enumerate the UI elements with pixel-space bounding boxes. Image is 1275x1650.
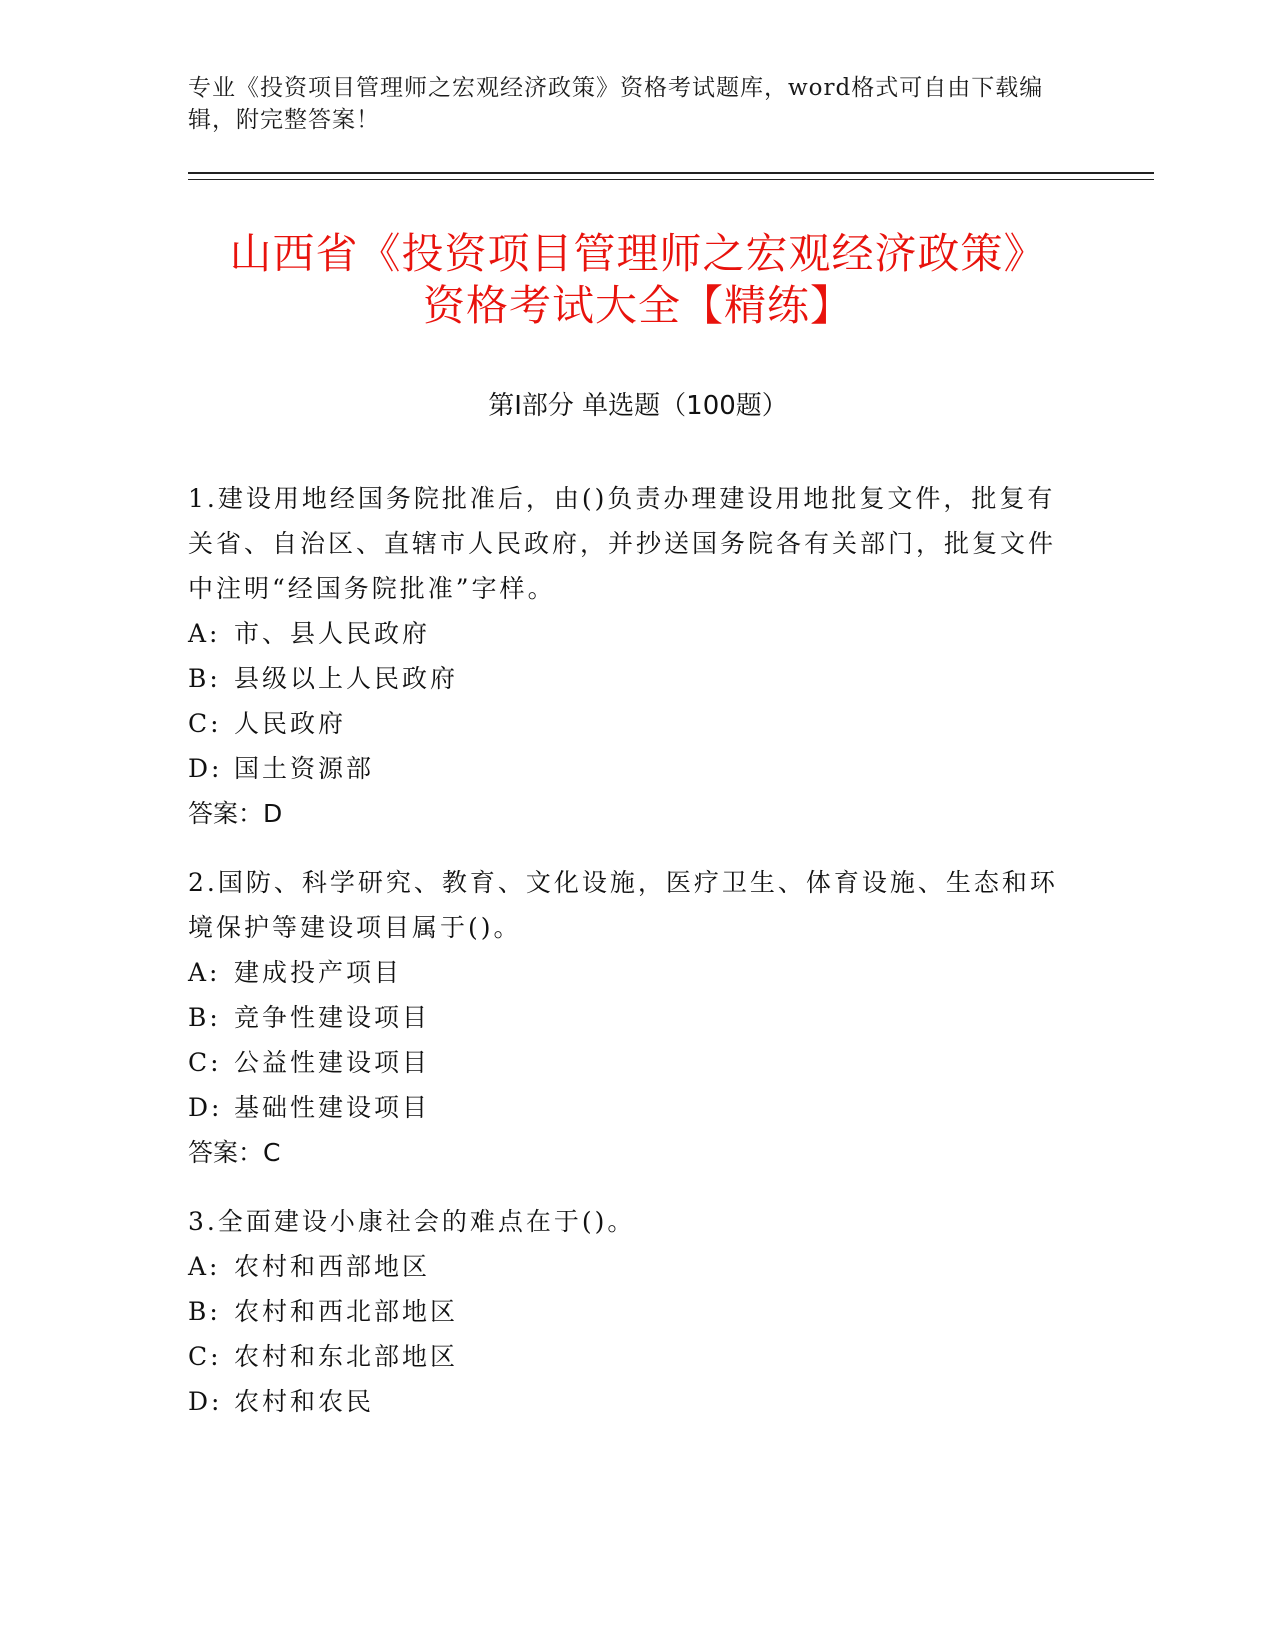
option-text: 市、县人民政府 [234,619,431,648]
option-key: C: [188,1342,222,1371]
option-text: 农村和西北部地区 [234,1297,459,1326]
answer-label: 答案：C [188,1138,281,1167]
question-stem: 1.建设用地经国务院批准后，由()负责办理建设用地批复文件，批复有关省、自治区、直辖市人民政府，并抄送国务院各有关部门，批复文件中注明“经国务院批准”字样。 [188,484,1057,603]
option-text: 国土资源部 [234,754,375,783]
option-key: D: [188,1387,223,1416]
option-d [188,1379,1068,1424]
header-note: 专业《投资项目管理师之宏观经济政策》资格考试题库，word格式可自由下载编辑，附完整答案！ [188,75,1044,133]
document-title [188,228,1088,332]
option-text: 公益性建设项目 [234,1048,431,1077]
option-key: D: [188,754,223,783]
option-a [188,950,1068,995]
option-c [188,701,1068,746]
option-a [188,611,1068,656]
option-key: C: [188,1048,222,1077]
option-key: A: [188,958,221,987]
option-a [188,1244,1068,1289]
option-key: B: [188,1297,221,1326]
option-c [188,1334,1068,1379]
option-text: 农村和东北部地区 [234,1342,459,1371]
option-text: 基础性建设项目 [234,1093,431,1122]
option-c [188,1040,1068,1085]
option-key: D: [188,1093,223,1122]
option-text: 县级以上人民政府 [234,664,459,693]
question-list [188,476,1068,1448]
option-key: A: [188,1252,221,1281]
option-key: A: [188,619,221,648]
document-title-line-1: 山西省《投资项目管理师之宏观经济政策》 [229,229,1047,278]
answer-label: 答案：D [188,799,283,828]
option-b [188,995,1068,1040]
question-stem: 3.全面建设小康社会的难点在于()。 [188,1207,636,1236]
header-divider-thin [188,179,1154,180]
option-text: 农村和农民 [234,1387,375,1416]
option-d [188,1085,1068,1130]
option-text: 建成投产项目 [234,958,403,987]
question-3 [188,1199,1068,1424]
question-2 [188,860,1068,1175]
option-b [188,1289,1068,1334]
option-key: B: [188,664,221,693]
question-1 [188,476,1068,836]
option-b [188,656,1068,701]
option-key: C: [188,709,222,738]
option-d [188,746,1068,791]
section-heading: 第Ⅰ部分 单选题（100题） [488,391,788,421]
option-text: 竞争性建设项目 [234,1003,431,1032]
option-text: 人民政府 [234,709,347,738]
header-divider-thick [188,172,1154,174]
question-stem: 2.国防、科学研究、教育、文化设施，医疗卫生、体育设施、生态和环境保护等建设项目属于()。 [188,868,1058,942]
option-text: 农村和西部地区 [234,1252,431,1281]
option-key: B: [188,1003,221,1032]
document-title-line-2: 资格考试大全【精练】 [422,281,853,330]
